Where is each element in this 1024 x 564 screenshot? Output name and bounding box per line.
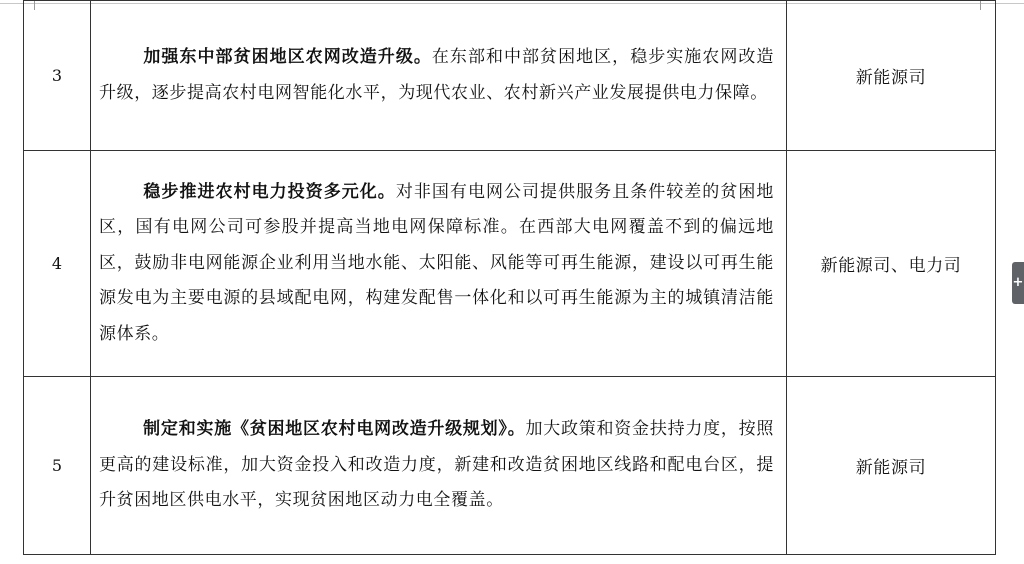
task-heading: 加强东中部贫困地区农网改造升级。: [143, 47, 432, 67]
task-heading: 稳步推进农村电力投资多元化。: [143, 181, 396, 202]
task-description: [91, 377, 787, 555]
side-panel-toggle[interactable]: [1012, 262, 1024, 304]
policy-task-table: [23, 0, 996, 555]
task-description: [91, 151, 787, 377]
table-row: [24, 1, 996, 151]
plus-icon: +: [1012, 275, 1024, 290]
task-body: 在东部和中部贫困地区，稳步实施农网改造升级，逐步提高农村电网智能化水平，为现代农业、农村新兴产业发展提供电力保障。: [99, 47, 774, 103]
responsible-department: 新能源司: [787, 1, 996, 151]
row-number: 4: [24, 151, 91, 377]
row-number: 5: [24, 377, 91, 555]
row-number: 3: [24, 1, 91, 151]
table-row: [24, 151, 996, 377]
responsible-department: 新能源司、电力司: [787, 151, 996, 377]
responsible-department: 新能源司: [787, 377, 996, 555]
task-description: [91, 1, 787, 151]
task-heading: 制定和实施《贫困地区农村电网改造升级规划》。: [143, 419, 526, 440]
table-row: [24, 377, 996, 555]
task-body: 对非国有电网公司提供服务且条件较差的贫困地区，国有电网公司可参股并提高当地电网保障标准。在西部大电网覆盖不到的偏远地区，鼓励非电网能源企业利用当地水能、太阳能、风能等可再生能源，建设以可再生能源发电为主要电源的县域配电网，构建发配售一体化和以可再生能源为主的城镇清洁能源体系。: [99, 181, 774, 344]
task-body: 加大政策和资金扶持力度，按照更高的建设标准，加大资金投入和改造力度，新建和改造贫困地区线路和配电台区，提升贫困地区供电水平，实现贫困地区动力电全覆盖。: [99, 419, 774, 511]
